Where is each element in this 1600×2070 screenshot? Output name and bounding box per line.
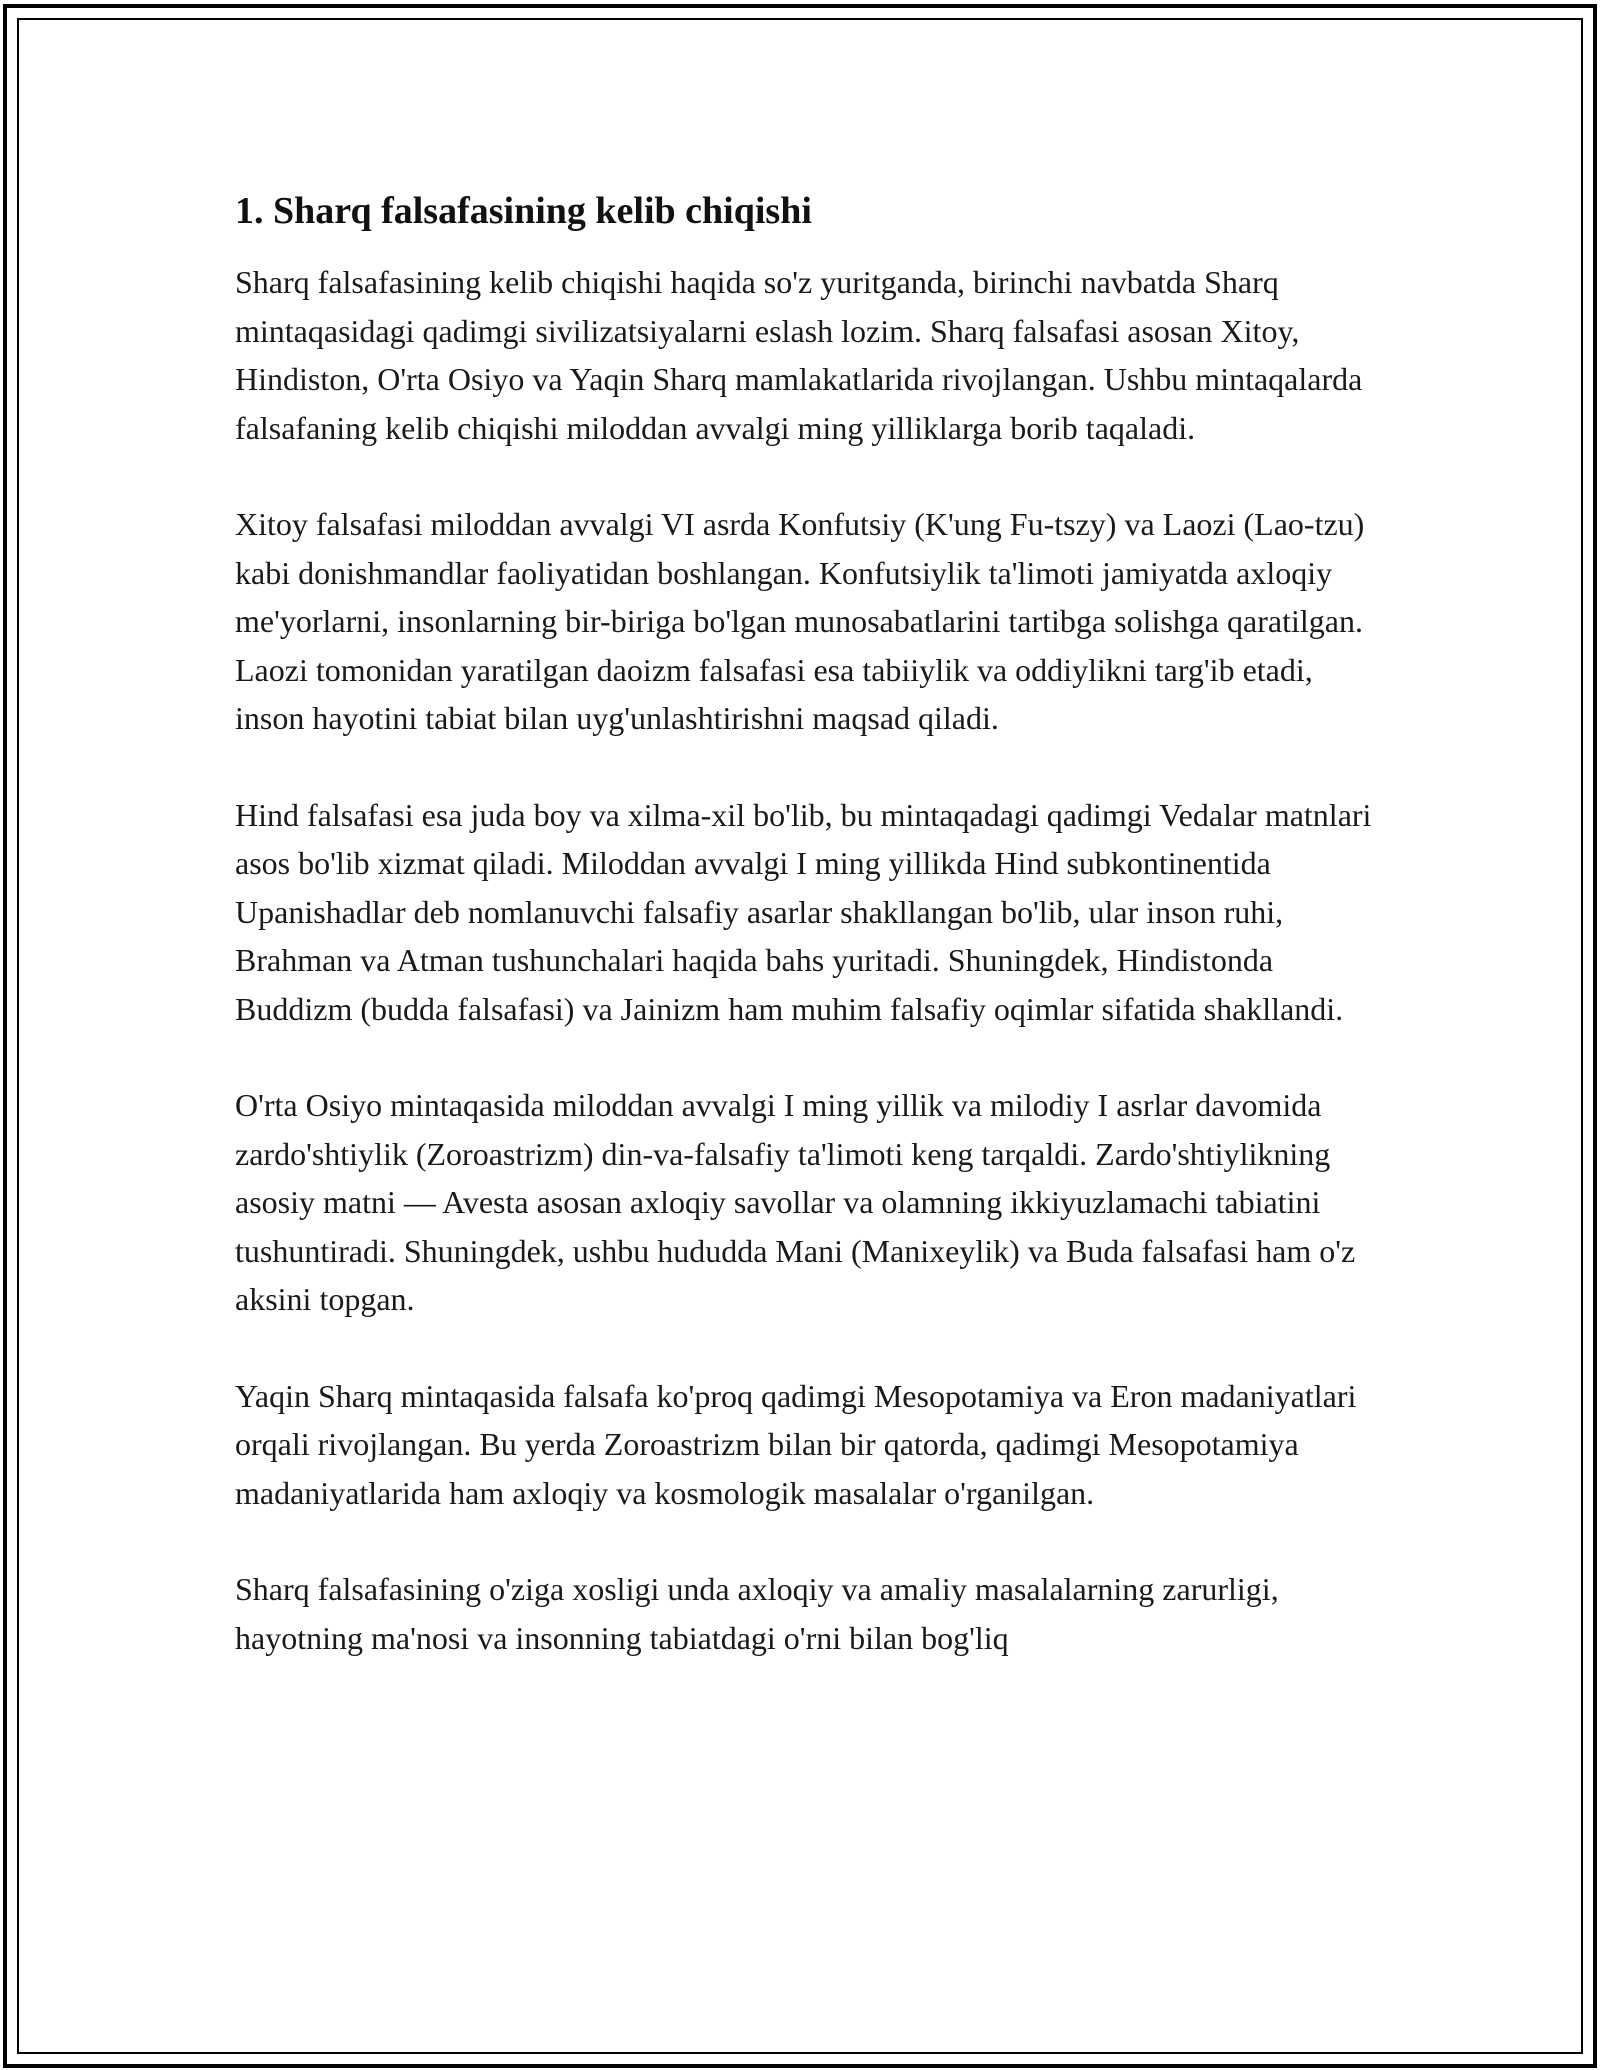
paragraph-near-east: Yaqin Sharq mintaqasida falsafa ko'proq qadimgi Mesopotamiya va Eron madaniyatlari orqali rivojlangan. Bu yerda Zoroastrizm bilan bir qatorda, qadimgi Mesopotamiya madaniyatlarida ham axloqiy va kosmologik masalalar o'rganilgan.	[235, 1377, 1357, 1511]
paragraph-central-asia: O'rta Osiyo mintaqasida miloddan avvalgi I ming yillik va milodiy I asrlar davomida zardo'shtiylik (Zoroastrizm) din-va-falsafiy ta'limoti keng tarqaldi. Zardo'shtiylikning asosiy matni — Avesta asosan axloqiy savollar va olamning ikkiyuzlamachi tabiatini tushuntiradi. Shuningdek, ushbu hududda Mani (Manixeylik) va Buda falsafasi ham o'z aksini topgan.	[235, 1087, 1356, 1317]
paragraph-origins: Sharq falsafasining kelib chiqishi haqida so'z yuritganda, birinchi navbatda Sharq mintaqasidagi qadimgi sivilizatsiyalarni eslash lozim. Sharq falsafasi asosan Xitoy, Hindiston, O'rta Osiyo va Yaqin Sharq mamlakatlarida rivojlangan. Ushbu mintaqalarda falsafaning kelib chiqishi miloddan avvalgi ming yilliklarga borib taqaladi.	[235, 264, 1363, 446]
paragraph-indian-philosophy: Hind falsafasi esa juda boy va xilma-xil bo'lib, bu mintaqadagi qadimgi Vedalar matnlari asos bo'lib xizmat qiladi. Miloddan avvalgi I ming yillikda Hind subkontinentida Upanishadlar deb nomlanuvchi falsafiy asarlar shakllangan bo'lib, ular inson ruhi, Brahman va Atman tushunchalari haqida bahs yuritadi. Shuningdek, Hindistonda Buddizm (budda falsafasi) va Jainizm ham muhim falsafiy oqimlar sifatida shakllandi.	[235, 796, 1372, 1027]
section-heading: 1. Sharq falsafasining kelib chiqishi	[235, 190, 812, 232]
paragraph-chinese-philosophy: Xitoy falsafasi miloddan avvalgi VI asrda Konfutsiy (K'ung Fu-tszy) va Laozi (Lao-tzu) kabi donishmandlar faoliyatidan boshlangan. Konfutsiylik ta'limoti jamiyatda axloqiy me'yorlarni, insonlarning bir-biriga bo'lgan munosabatlarini tartibga solishga qaratilgan. Laozi tomonidan yaratilgan daoizm falsafasi esa tabiiylik va oddiylikni targ'ib etadi, inson hayotini tabiat bilan uyg'unlashtirishni maqsad qiladi.	[235, 506, 1365, 736]
paragraph-characteristics: Sharq falsafasining o'ziga xosligi unda axloqiy va amaliy masalalarning zarurligi, hayotning ma'nosi va insonning tabiatdagi o'rni bilan bog'liq	[235, 1571, 1279, 1656]
document-body	[235, 186, 1375, 1710]
